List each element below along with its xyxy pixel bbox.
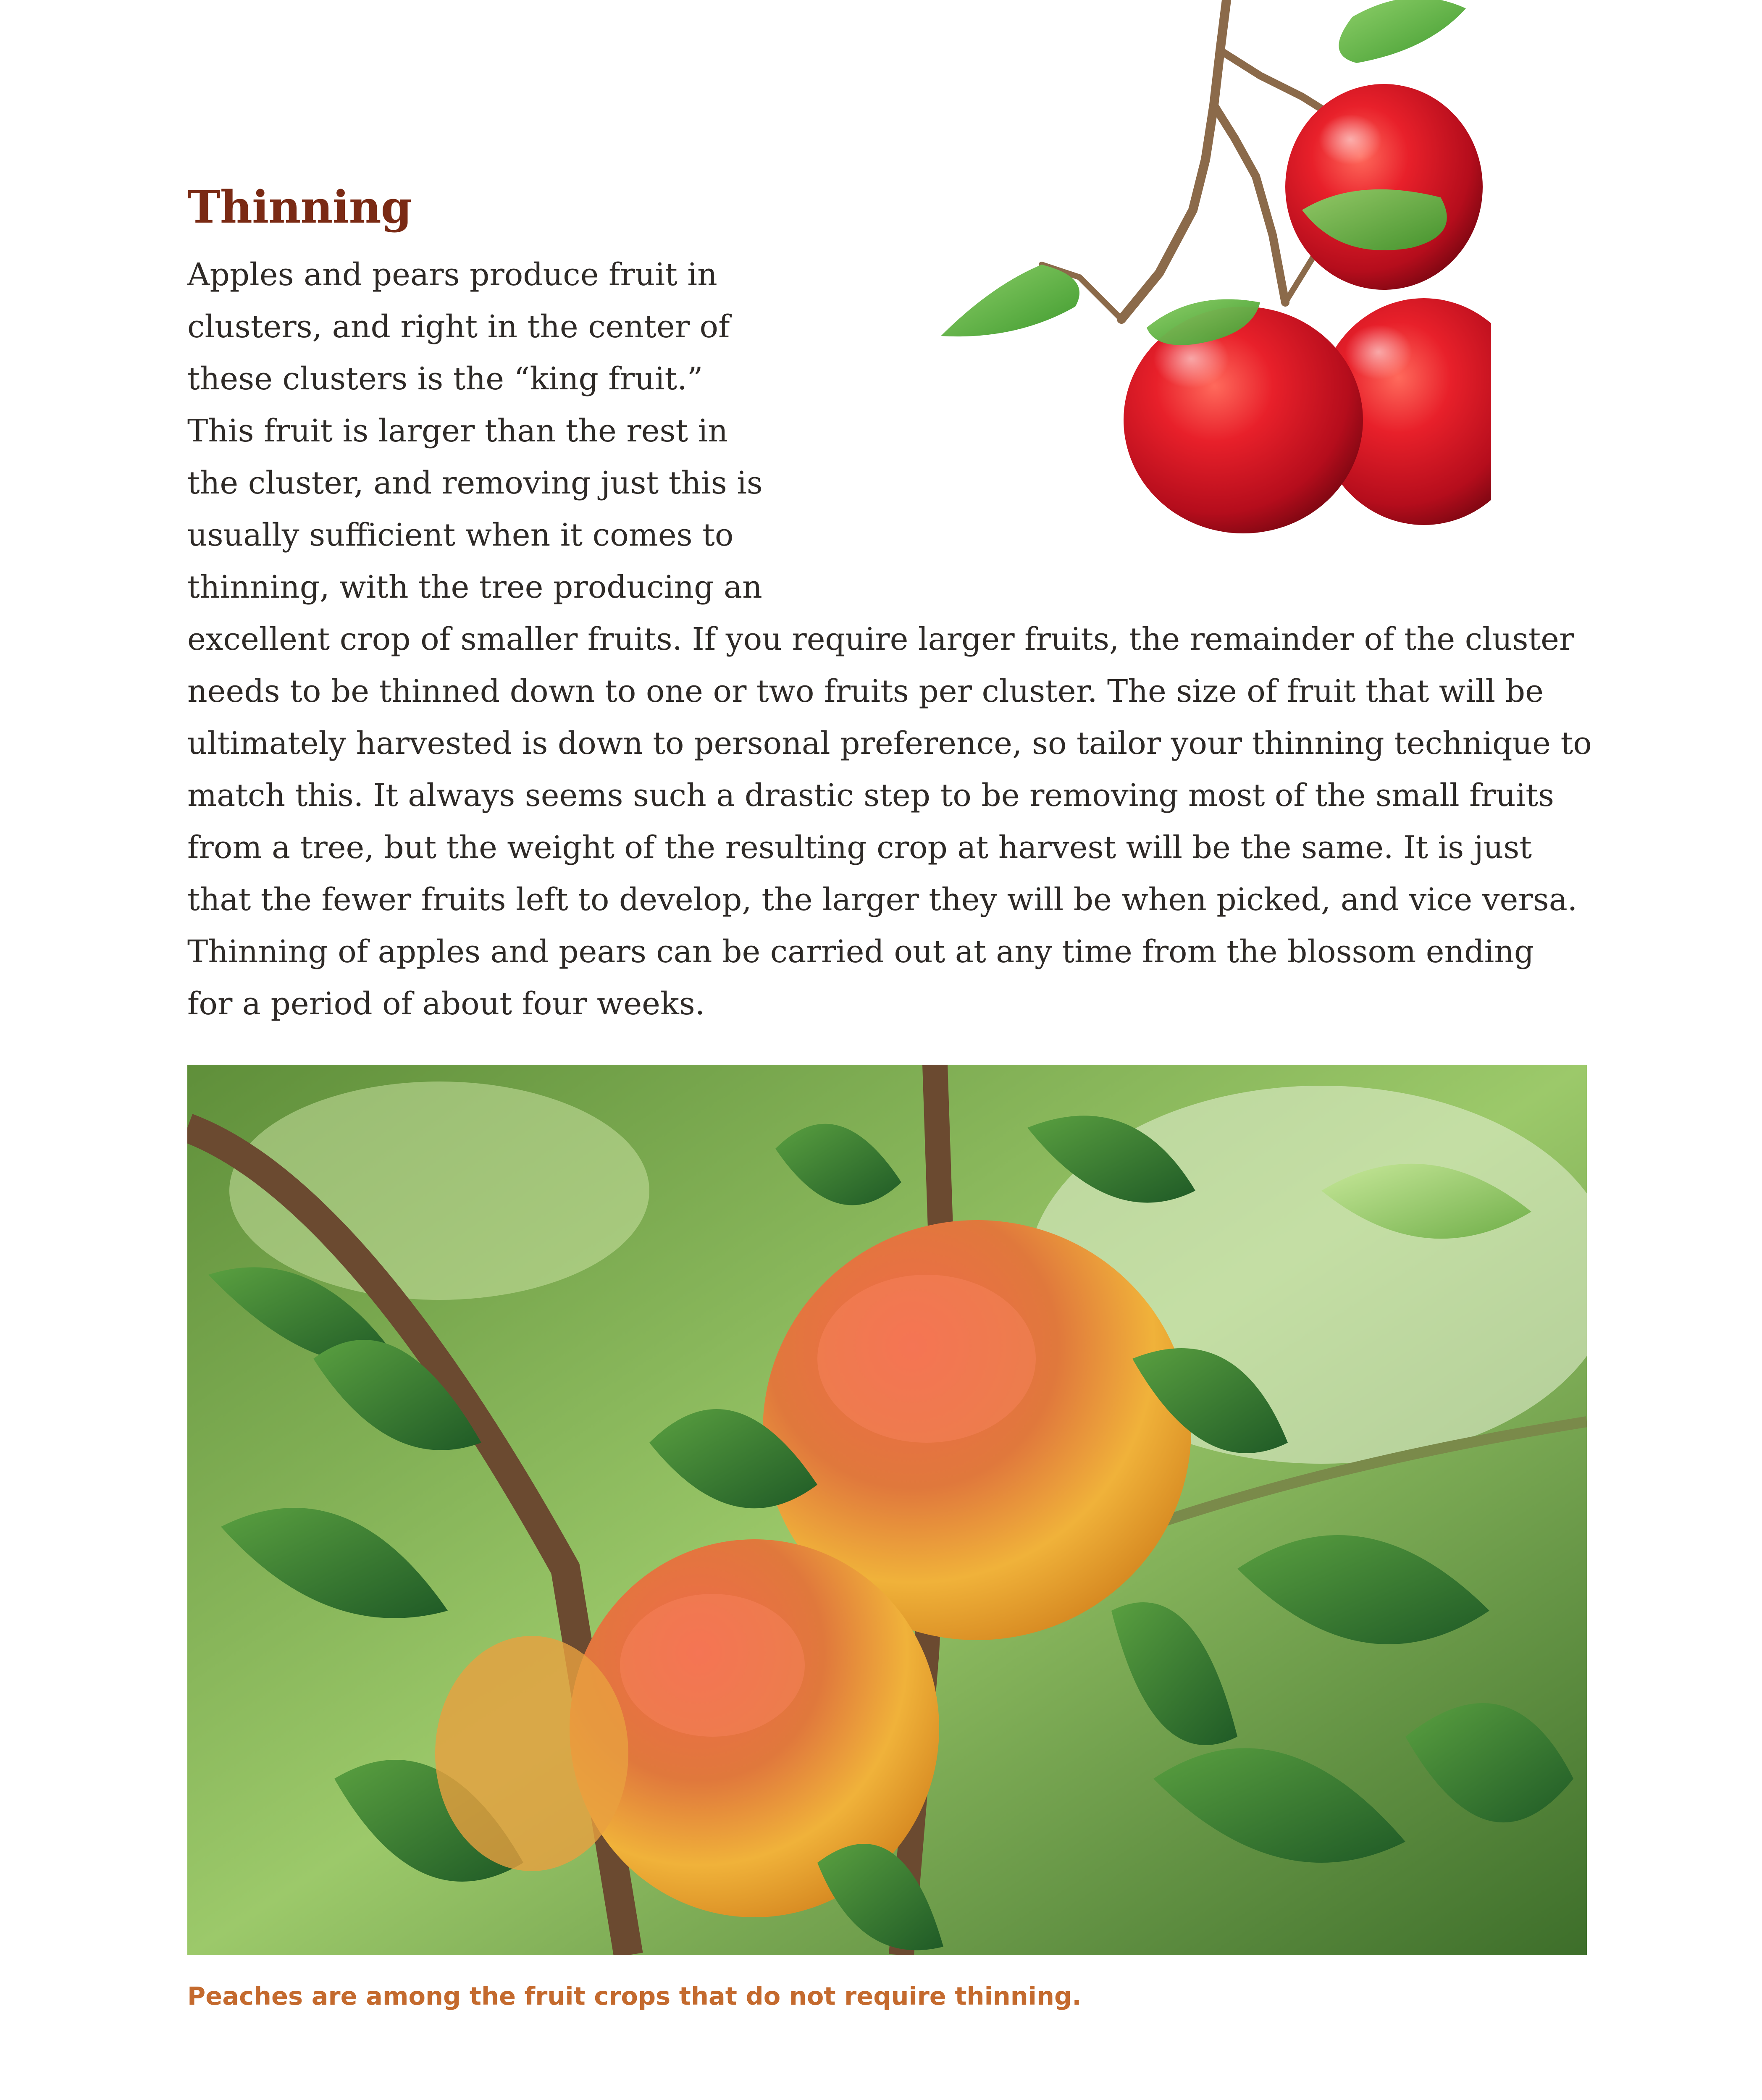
text-line: ultimately harvested is down to personal preference, so tailor your thinning technique to (187, 725, 1592, 761)
text-line: needs to be thinned down to one or two fruits per cluster. The size of fruit that will be (187, 673, 1544, 709)
text-line: from a tree, but the weight of the resulting crop at harvest will be the same. It is just (187, 830, 1532, 866)
peach-photo (187, 1065, 1587, 1955)
text-line: for a period of about four weeks. (187, 986, 705, 1022)
text-line: that the fewer fruits left to develop, the larger they will be when picked, and vice versa. (187, 882, 1578, 918)
text-line: This fruit is larger than the rest in (187, 413, 728, 449)
text-line: match this. It always seems such a drastic step to be removing most of the small fruits (187, 777, 1554, 814)
figure-caption: Peaches are among the fruit crops that do not require thinning. (187, 1982, 1082, 2011)
text-line: Thinning of apples and pears can be carried out at any time from the blossom ending (187, 934, 1534, 970)
text-line: clusters, and right in the center of (187, 309, 730, 345)
text-line: the cluster, and removing just this is (187, 465, 763, 501)
text-line: Apples and pears produce fruit in (187, 257, 717, 293)
text-line: excellent crop of smaller fruits. If you require larger fruits, the remainder of the cluster (187, 621, 1574, 657)
text-line: these clusters is the “king fruit.” (187, 361, 703, 397)
text-line: thinning, with the tree producing an (187, 569, 762, 605)
body-paragraph (187, 249, 1592, 1030)
text-line: usually sufficient when it comes to (187, 517, 734, 553)
section-heading: Thinning (187, 181, 412, 233)
